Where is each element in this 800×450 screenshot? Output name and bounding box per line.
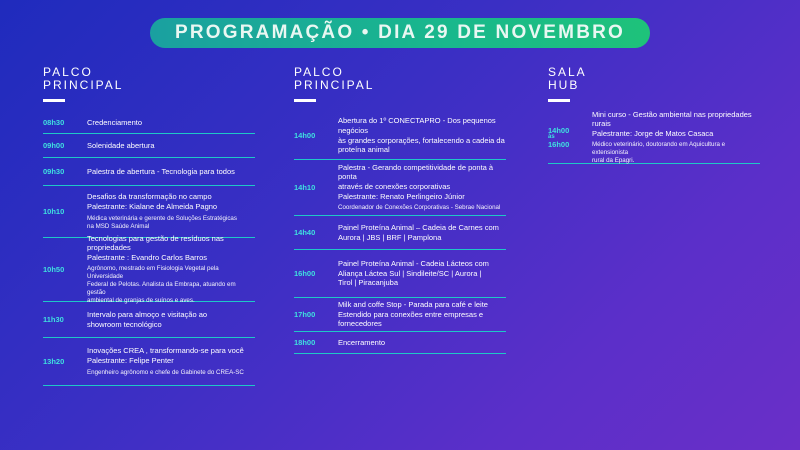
speaker-bio-line: Federal de Pelotas. Analista da Embrapa, atuando em gestão [87,281,236,297]
schedule-item [294,216,506,250]
schedule-time: 09h30 [43,167,65,176]
schedule-description-line: Tirol | Piracanjuba [338,278,399,288]
column-palco-principal-morning [43,66,255,386]
schedule-time: 14h40 [294,228,316,237]
speaker-bio-line: Agrônomo, mestrado em Fisiologia Vegetal pela Universidade [87,265,219,281]
schedule-description-line: Credenciamento [87,117,143,127]
schedule-description-line: Painel Proteína Animal - Cadeia Lácteos com [338,259,489,269]
schedule-description-line: Palestra de abertura - Tecnologia para todos [87,166,235,176]
schedule-description [338,223,499,242]
schedule-description-line: Aurora | JBS | BRF | Pamplona [338,232,442,242]
schedule-description-line: às grandes corporações, fortalecendo a cadeia da [338,135,505,145]
column-title [294,66,506,92]
schedule-banner [150,18,650,48]
schedule-time: 18h00 [294,338,316,347]
schedule-time: 11h30 [43,315,64,324]
column-title-line: SALA [548,65,587,79]
column-title [548,66,760,92]
schedule-item [43,112,255,134]
speaker-bio-line: Médico veterinário, doutorando em Aquicultura e extensionista [592,141,726,157]
schedule-time: 14h10 [294,183,316,192]
speaker-bio-line: Médica veterinária e gerente de Soluções Estratégicas [87,214,237,222]
schedule-description-line: Palestrante: Jorge de Matos Casaca [592,128,714,138]
schedule-time: 10h10 [43,207,65,216]
schedule-description [87,141,155,151]
title-underline [43,99,65,102]
schedule-list [43,112,255,386]
schedule-description-line: através de conexões corporativas [338,182,451,191]
speaker-bio-line: Engenheiro agrônomo e chefe de Gabinete do CREA-SC [87,368,244,376]
schedule-time: 09h00 [43,141,65,150]
speaker-bio-line: rural da Epagri. [592,157,635,165]
schedule-description [87,310,207,329]
schedule-description [87,234,255,306]
column-sala-hub [548,66,760,164]
column-title-line: HUB [548,78,580,92]
schedule-item [294,298,506,332]
schedule-description-line: Encerramento [338,337,386,347]
schedule-time: 16h00 [294,269,316,278]
column-title [43,66,255,92]
schedule-description-line: Palestrante: Kialane de Almeida Pagno [87,202,218,211]
schedule-description-line: Aliança Láctea Sul | Sindileite/SC | Aurora | [338,268,482,278]
schedule-description-line: Painel Proteína Animal – Cadeia de Carnes com [338,222,499,232]
schedule-item [43,134,255,158]
schedule-description-line: Milk and coffe Stop - Parada para café e leite [338,300,488,310]
column-title-line: PALCO [294,65,344,79]
schedule-description [87,167,235,177]
schedule-time: 14h00 [294,131,316,140]
schedule-description [338,338,385,348]
schedule-description-line: Palestrante: Renato Perlingeiro Júnior [338,191,465,201]
column-title-line: PRINCIPAL [43,78,124,92]
schedule-list [294,112,506,354]
schedule-item [43,233,255,305]
schedule-description [338,259,489,288]
schedule-description [592,110,760,166]
schedule-time-line: 14h00 [548,126,570,135]
schedule-item [548,109,760,165]
schedule-description-line: Abertura do 1º CONECTAPRO - Dos pequenos negócios [338,116,496,135]
schedule-item [43,186,255,238]
title-underline [548,99,570,102]
schedule-description-line: Inovações CREA , transformando-se para você [87,346,244,356]
schedule-description-line: Palestra - Gerando competitividade de ponta à ponta [338,162,494,182]
schedule-description-line: Intervalo para almoço e visitação ao [87,309,208,319]
schedule-description [338,116,506,154]
schedule-item [294,160,506,216]
banner-title: PROGRAMAÇÃO • DIA 29 DE NOVEMBRO [174,22,626,43]
schedule-time: 10h50 [43,265,65,274]
title-underline [294,99,316,102]
schedule-time [548,127,592,148]
schedule-description-line: proteína animal [338,145,390,155]
schedule-description-line: Tecnologias para gestão de resíduos nas propriedades [87,233,224,253]
speaker-bio-line: ambiental de granjas de suínos e aves. [87,297,195,305]
schedule-item [43,158,255,186]
schedule-description-line: Palestrante : Evandro Carlos Barros [87,252,208,262]
schedule-description [338,300,506,329]
speaker-bio-line: Coordenador de Conexões Corporativas - Sebrae Nacional [338,204,501,212]
schedule-description-line: Mini curso - Gestão ambiental nas propriedades rurais [592,109,752,129]
schedule-description-line: showroom tecnológico [87,319,162,329]
schedule-description [87,192,237,230]
schedule-time: 17h00 [294,310,316,319]
schedule-description-line: Solenidade abertura [87,140,155,150]
schedule-list [548,109,760,165]
column-title-line: PRINCIPAL [294,78,375,92]
schedule-description [87,118,142,128]
schedule-time: 08h30 [43,118,65,127]
schedule-item [294,112,506,160]
column-palco-principal-afternoon [294,66,506,354]
schedule-item [43,338,255,386]
speaker-bio-line: na MSD Saúde Animal [87,222,150,230]
schedule-description-line: Palestrante: Felipe Penter [87,356,174,365]
schedule-time-line: às [548,134,555,140]
schedule-time-line: 16h00 [548,140,570,149]
schedule-item [43,302,255,338]
column-title-line: PALCO [43,65,93,79]
schedule-item [294,250,506,298]
schedule-description [87,346,244,376]
schedule-item [294,332,506,354]
schedule-description-line: Desafios da transformação no campo [87,192,212,202]
schedule-description-line: Estendido para conexões entre empresas e fornecedores [338,309,484,329]
schedule-description [338,163,506,212]
schedule-time: 13h20 [43,357,65,366]
